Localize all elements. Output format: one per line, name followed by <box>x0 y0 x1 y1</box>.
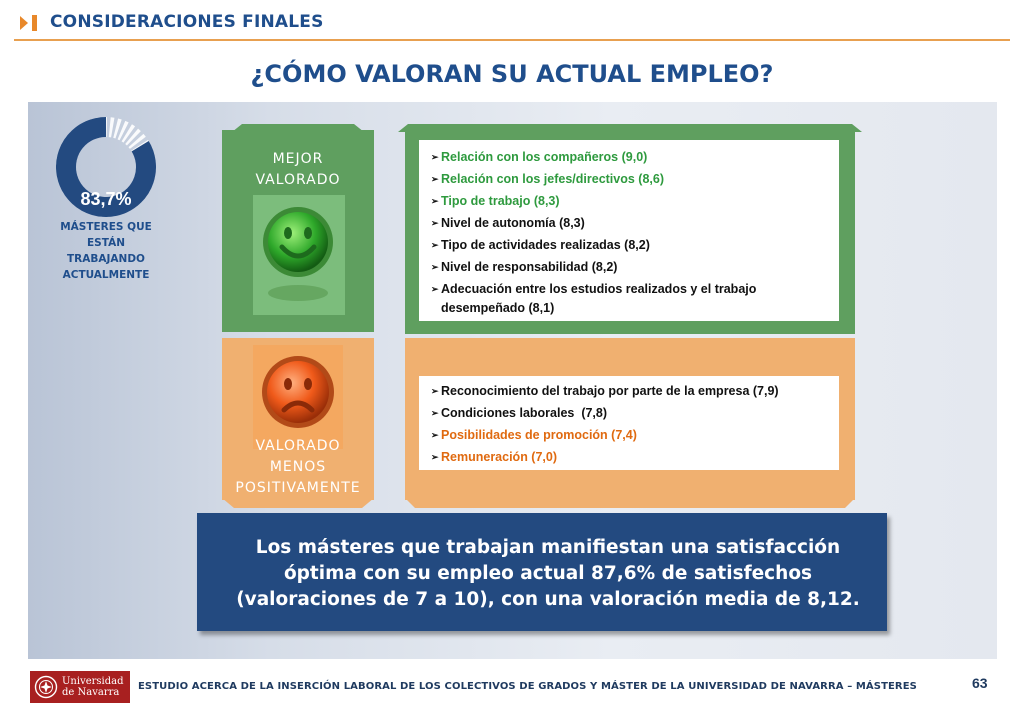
donut-label <box>40 219 172 283</box>
bullet-arrow-icon: ➢ <box>431 218 439 228</box>
worst-label-line: MENOS <box>269 459 327 475</box>
orange-left-bottom-edge <box>222 498 374 510</box>
list-item <box>431 256 829 278</box>
bullet-arrow-icon: ➢ <box>431 284 439 294</box>
list-item <box>431 146 829 168</box>
chevron-right-icon <box>18 12 40 34</box>
item-text: Nivel de autonomía (8,3) <box>441 216 585 230</box>
list-item <box>431 190 829 212</box>
bullet-arrow-icon: ➢ <box>431 196 439 206</box>
worst-rated-list <box>419 376 839 470</box>
list-item <box>431 234 829 256</box>
bullet-arrow-icon: ➢ <box>431 152 439 162</box>
best-rated-label <box>222 149 374 191</box>
sad-face-icon <box>258 352 338 432</box>
item-text: Adecuación entre los estudios realizados y el trabajo desempeñado (8,1) <box>441 282 757 315</box>
item-text: Relación con los compañeros (9,0) <box>441 150 648 164</box>
item-text: Condiciones laborales (7,8) <box>441 406 608 420</box>
item-text: Remuneración (7,0) <box>441 450 558 464</box>
bullet-arrow-icon: ➢ <box>431 240 439 250</box>
section-title: CONSIDERACIONES FINALES <box>50 12 324 32</box>
logo-line: de Navarra <box>62 687 120 698</box>
item-text: Tipo de trabajo (8,3) <box>441 194 560 208</box>
university-logo-text <box>62 676 124 698</box>
list-item <box>431 168 829 190</box>
bullet-arrow-icon: ➢ <box>431 174 439 184</box>
university-seal-icon <box>34 675 58 699</box>
list-item <box>431 278 829 318</box>
orange-right-bottom-edge <box>405 498 855 510</box>
bullet-arrow-icon: ➢ <box>431 386 439 396</box>
best-rated-list <box>419 140 839 321</box>
worst-label-line: VALORADO <box>255 438 341 454</box>
header-divider <box>14 39 1010 41</box>
list-item <box>431 212 829 234</box>
item-text: Relación con los jefes/directivos (8,6) <box>441 172 664 186</box>
page-title: ¿CÓMO VALORAN SU ACTUAL EMPLEO? <box>250 60 774 88</box>
donut-label-line: ACTUALMENTE <box>62 269 150 281</box>
worst-rated-label <box>222 436 374 499</box>
donut-label-line: TRABAJANDO <box>67 253 145 265</box>
best-label-line: VALORADO <box>255 172 341 188</box>
list-item <box>431 446 829 468</box>
best-label-line: MEJOR <box>272 151 324 167</box>
footer-text: ESTUDIO ACERCA DE LA INSERCIÓN LABORAL DE LOS COLECTIVOS DE GRADOS Y MÁSTER DE LA UNIVERSIDAD DE NAVARRA – MÁSTERES <box>138 681 917 692</box>
bullet-arrow-icon: ➢ <box>431 452 439 462</box>
item-text: Nivel de responsabilidad (8,2) <box>441 260 618 274</box>
page-number: 63 <box>972 675 988 691</box>
item-text: Reconocimiento del trabajo por parte de la empresa (7,9) <box>441 384 779 398</box>
smiley-face-icon <box>258 205 338 305</box>
list-item <box>431 380 829 402</box>
bullet-arrow-icon: ➢ <box>431 262 439 272</box>
summary-text: Los másteres que trabajan manifiestan una satisfacción óptima con su empleo actual 87,6% de satisfechos (valoraciones de 7 a 10), con una valoración media de 8,12. <box>236 537 860 610</box>
logo-line: Universidad <box>62 676 124 687</box>
donut-value: 83,7% <box>80 189 132 209</box>
item-text: Posibilidades de promoción (7,4) <box>441 428 637 442</box>
bullet-arrow-icon: ➢ <box>431 408 439 418</box>
list-item <box>431 424 829 446</box>
item-text: Tipo de actividades realizadas (8,2) <box>441 238 650 252</box>
worst-label-line: POSITIVAMENTE <box>235 480 361 496</box>
donut-label-line: MÁSTERES QUE ESTÁN <box>60 221 152 249</box>
list-item <box>431 402 829 424</box>
bullet-arrow-icon: ➢ <box>431 430 439 440</box>
